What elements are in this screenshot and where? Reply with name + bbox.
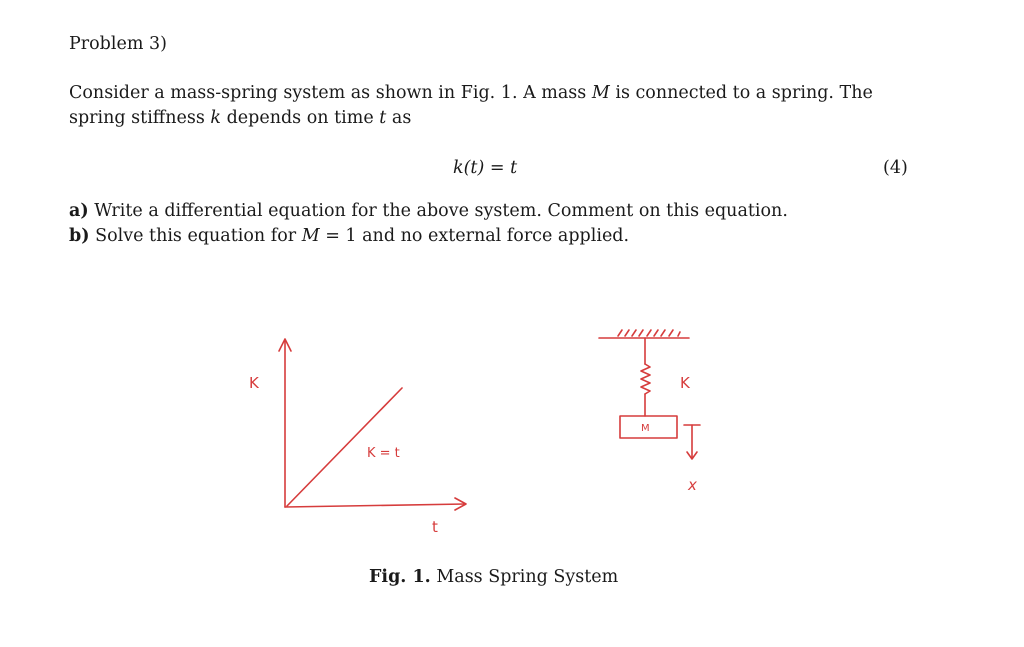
graph-y-label: K: [249, 374, 259, 392]
graph-x-label: t: [432, 518, 438, 536]
spring-coil-icon: [641, 364, 650, 394]
equation-number: (4): [883, 158, 908, 178]
intro-text-2b: depends on time: [226, 108, 374, 128]
spring-stiffness-label: K: [680, 374, 690, 392]
graph-line-label: K = t: [367, 446, 400, 461]
mass-symbol: M: [591, 83, 610, 103]
intro-text-2a: spring stiffness: [69, 108, 205, 128]
k-symbol: k: [210, 108, 222, 128]
graph-x-axis: [285, 504, 465, 507]
t-symbol: t: [379, 108, 387, 128]
figure-caption-text: Mass Spring System: [436, 567, 619, 587]
question-a-text: Write a differential equation for the above system. Comment on this equation.: [94, 201, 788, 221]
figure-caption: [369, 565, 618, 590]
mass-label: M: [641, 423, 650, 434]
question-a-label: a): [69, 201, 89, 221]
figure-caption-label: Fig. 1.: [369, 567, 431, 587]
question-b-symbol: M: [301, 226, 320, 246]
displacement-label: x: [688, 476, 697, 494]
intro-text-1b: is connected to a spring. The: [615, 83, 873, 103]
equation-rhs: t: [510, 158, 518, 178]
question-b-label: b): [69, 226, 90, 246]
ceiling-hatch-icon: [618, 330, 680, 336]
question-b-text-a: Solve this equation for: [95, 226, 297, 246]
intro-text-1a: Consider a mass-spring system as shown in Fig. 1. A mass: [69, 83, 587, 103]
intro-text-2c: as: [391, 108, 412, 128]
problem-title-text: Problem 3): [69, 34, 167, 54]
equation-equals: =: [489, 158, 505, 178]
equation-lhs: k(t): [453, 158, 485, 178]
question-b-text-b: = 1 and no external force applied.: [325, 226, 630, 246]
